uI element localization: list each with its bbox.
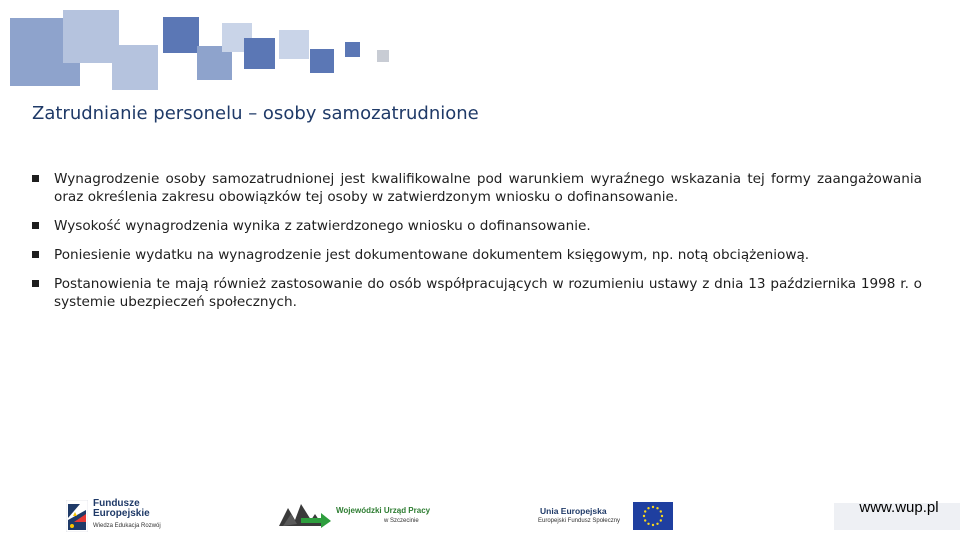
bullet-list <box>32 170 922 322</box>
website-url[interactable]: www.wup.pl <box>859 499 939 516</box>
bullet-text: Poniesienie wydatku na wynagrodzenie jest dokumentowane dokumentem księgowym, np. notą obciążeniową. <box>54 247 810 263</box>
bullet-text: Wynagrodzenie osoby samozatrudnionej jest kwalifikowalne pod warunkiem wyraźnego wskazania tej formy zaangażowania oraz określenia zakresu obowiązków tej osoby w zatwierdzonym wniosku o dofinansowanie. <box>54 171 922 205</box>
logo-wup-line1: Wojewódzki Urząd Pracy <box>336 506 431 515</box>
bullet-item <box>32 246 922 264</box>
bullet-item <box>32 217 922 235</box>
slide-title: Zatrudnianie personelu – osoby samozatrudnione <box>32 103 479 124</box>
logo-fe-line1: Fundusze <box>93 498 140 509</box>
logo-fe-line2: Europejskie <box>93 508 150 519</box>
bullet-text: Postanowienia te mają również zastosowanie do osób współpracujących w rozumieniu ustawy z dnia 13 października 1998 r. o systemie ubezpieczeń społecznych. <box>54 276 922 310</box>
bullet-item <box>32 275 922 311</box>
logo-ue-line2: Europejski Fundusz Społeczny <box>538 518 621 524</box>
bullet-text: Wysokość wynagrodzenia wynika z zatwierdzonego wniosku o dofinansowanie. <box>54 218 591 234</box>
bullet-square-icon <box>32 280 39 287</box>
logo-wup-line2: w Szczecinie <box>384 518 419 524</box>
bullet-square-icon <box>32 175 39 182</box>
logo-ue-line1: Unia Europejska <box>540 506 607 516</box>
logo-wup <box>279 500 429 530</box>
fundusze-europejskie-flag-icon <box>66 500 88 532</box>
logo-fundusze-europejskie <box>66 498 176 534</box>
footer-logos <box>0 490 960 540</box>
bullet-item <box>32 170 922 206</box>
blue-squares-pattern-icon <box>0 0 400 95</box>
bullet-square-icon <box>32 222 39 229</box>
logo-fe-line3: Wiedza Edukacja Rozwój <box>93 523 161 529</box>
eu-flag-icon <box>633 502 673 530</box>
bullet-square-icon <box>32 251 39 258</box>
logo-unia-europejska <box>538 500 678 532</box>
wup-mountains-arrow-icon <box>279 500 331 528</box>
